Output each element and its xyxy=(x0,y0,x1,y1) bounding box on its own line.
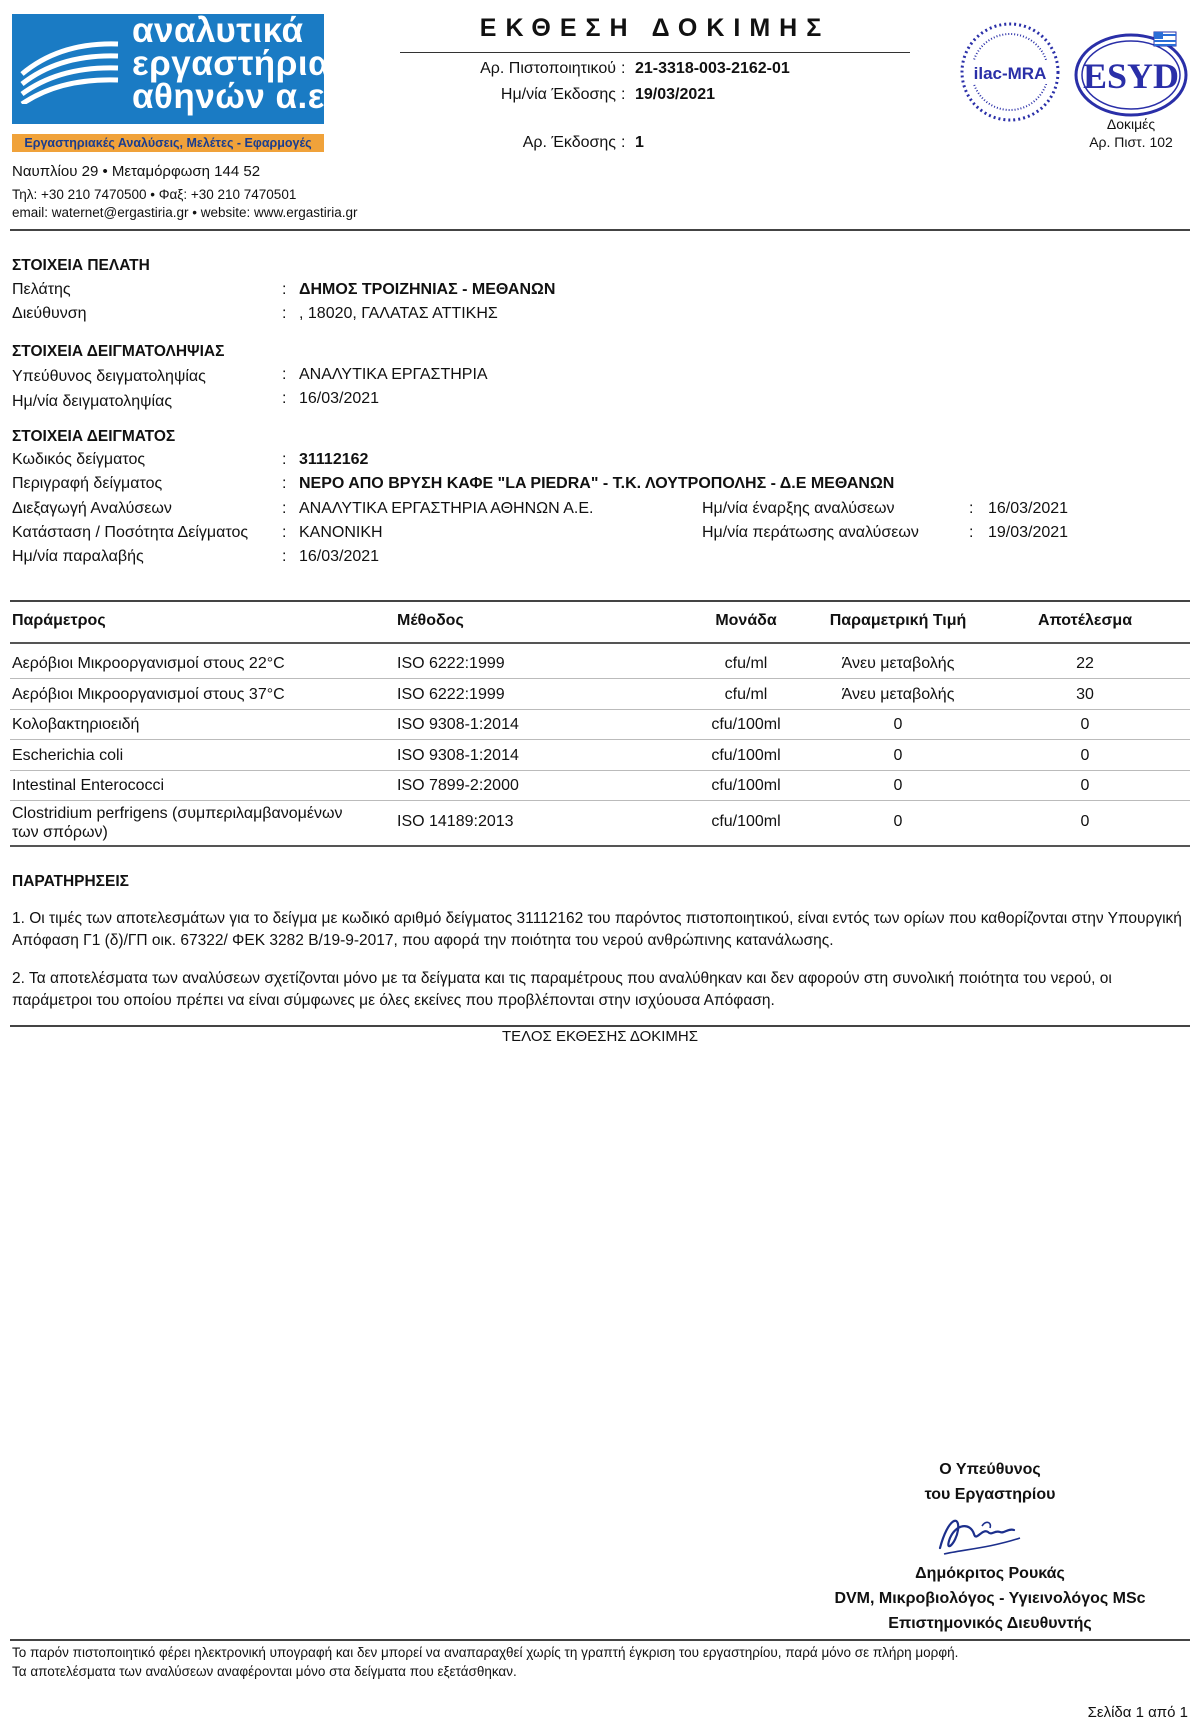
table-row-rule xyxy=(10,739,1190,740)
logo-line-2: εργαστήρια xyxy=(132,44,331,83)
table-cell-limit: Άνευ μεταβολής xyxy=(841,655,955,672)
signatory-title: DVM, Μικροβιολόγος - Υγιεινολόγος MSc xyxy=(834,1590,1146,1607)
report-title: ΕΚΘΕΣΗ ΔΟΚΙΜΗΣ xyxy=(479,14,831,42)
footer-rule xyxy=(10,1639,1190,1641)
sampling-heading: ΣΤΟΙΧΕΙΑ ΔΕΙΓΜΑΤΟΛΗΨΙΑΣ xyxy=(12,343,225,360)
sample-received-colon: : xyxy=(282,548,287,565)
remark-2: 2. Τα αποτελέσματα των αναλύσεων σχετίζονται μόνο με τα δείγματα και τις παραμέτρους που αναλύθηκαν και δεν αφορούν στη συνολική ποιότητα του νερού, οι παράμετροι του οποίου πρέπει να είναι σύμφωνες με όλες εκείνες που προβλέπονται στην ισχύουσα Απόφαση. xyxy=(12,970,1112,1009)
end-of-report: ΤΕΛΟΣ ΕΚΘΕΣΗΣ ΔΟΚΙΜΗΣ xyxy=(501,1028,699,1045)
sample-received-value: 16/03/2021 xyxy=(299,548,380,565)
sample-received-label: Ημ/νία παραλαβής xyxy=(12,548,144,565)
sample-start-value: 16/03/2021 xyxy=(988,500,1069,517)
table-cell-parameter: Intestinal Enterococci xyxy=(12,777,165,794)
sample-heading: ΣΤΟΙΧΕΙΑ ΔΕΙΓΜΑΤΟΣ xyxy=(12,428,176,445)
table-cell-unit: cfu/100ml xyxy=(711,777,781,794)
table-cell-parameter: Αερόβιοι Μικροοργανισμοί στους 37°C xyxy=(12,686,285,703)
cert-label: Αρ. Πιστοποιητικού xyxy=(480,60,616,77)
table-row-rule xyxy=(10,678,1190,679)
table-cell-method: ISO 9308-1:2014 xyxy=(397,716,519,733)
table-cell-method: ISO 7899-2:2000 xyxy=(397,777,519,794)
sampling-date-label: Ημ/νία δειγματοληψίας xyxy=(12,393,173,410)
waves-icon xyxy=(20,34,120,104)
sample-end-value: 19/03/2021 xyxy=(988,524,1069,541)
remark-1: 1. Οι τιμές των αποτελεσμάτων για το δείγμα με κωδικό αριθμό δείγματος 31112162 του παρόντος πιστοποιητικού, είναι εντός των ορίων που καθορίζονται στην Υπουργική Απόφαση Γ1 (δ)/ΓΠ οικ. 67322/ ΦΕΚ 3282 Β/19-9-2017, που αφορά την ποιότητα του νερού ανθρώπινης κατανάλωσης. xyxy=(12,910,1182,949)
sample-state-colon: : xyxy=(282,524,287,541)
signature-line-1: Ο Υπεύθυνος xyxy=(939,1461,1041,1478)
lab-address: Ναυπλίου 29 • Μεταμόρφωση 144 52 xyxy=(12,163,261,180)
table-cell-result: 0 xyxy=(1080,777,1090,794)
sampling-responsible-value: ΑΝΑΛΥΤΙΚΑ ΕΡΓΑΣΤΗΡΙΑ xyxy=(299,366,488,383)
table-cell-method: ISO 14189:2013 xyxy=(397,813,514,830)
column-header-method: Μέθοδος xyxy=(397,612,464,629)
sampling-responsible-label: Υπεύθυνος δειγματοληψίας xyxy=(12,368,206,385)
issue-date-colon: : xyxy=(621,86,626,103)
cert-colon: : xyxy=(621,60,626,77)
table-cell-limit: Άνευ μεταβολής xyxy=(841,686,955,703)
table-cell-method: ISO 6222:1999 xyxy=(397,655,505,672)
lab-web: email: waternet@ergastiria.gr • website: www.ergastiria.gr xyxy=(12,205,358,220)
remarks-heading: ΠΑΡΑΤΗΡΗΣΕΙΣ xyxy=(12,873,129,890)
issue-date-label: Ημ/νία Έκδοσης xyxy=(500,86,616,103)
table-cell-unit: cfu/100ml xyxy=(711,813,781,830)
table-cell-result: 30 xyxy=(1076,686,1094,703)
signature-line-2: του Εργαστηρίου xyxy=(924,1486,1056,1503)
sample-end-colon: : xyxy=(969,524,974,541)
table-cell-unit: cfu/ml xyxy=(724,655,768,672)
sample-conduct-label: Διεξαγωγή Αναλύσεων xyxy=(12,500,172,517)
remarks-rule xyxy=(10,1025,1190,1027)
client-name-colon: : xyxy=(282,281,287,298)
table-cell-parameter-line-1: Clostridium perfrigens (συμπεριλαμβανομένων xyxy=(12,805,343,822)
sample-code-colon: : xyxy=(282,451,287,468)
client-address-label: Διεύθυνση xyxy=(12,305,87,322)
footer-disclaimer-1: Το παρόν πιστοποιητικό φέρει ηλεκτρονική υπογραφή και δεν μπορεί να αναπαραχθεί χωρίς τη γραπτή έγκριση του εργαστηρίου, παρά μόνο σε πλήρη μορφή. xyxy=(12,1645,959,1660)
table-cell-result: 0 xyxy=(1080,813,1090,830)
column-header-unit: Μονάδα xyxy=(715,612,777,629)
table-cell-unit: cfu/100ml xyxy=(711,747,781,764)
accreditation-caption-2: Αρ. Πιστ. 102 xyxy=(1089,134,1173,150)
sample-desc-value: ΝΕΡΟ ΑΠΟ ΒΡΥΣΗ ΚΑΦΕ "LA PIEDRA" - Τ.Κ. ΛΟΥΤΡΟΠΟΛΗΣ - Δ.Ε ΜΕΘΑΝΩΝ xyxy=(299,475,895,492)
logo-wordmark xyxy=(132,11,331,116)
header-divider xyxy=(10,229,1190,231)
ilac-seal-text: ilac-MRA xyxy=(973,64,1047,83)
table-cell-parameter: Κολοβακτηριοειδή xyxy=(12,716,140,733)
table-cell-method: ISO 6222:1999 xyxy=(397,686,505,703)
table-cell-result: 0 xyxy=(1080,716,1090,733)
issue-no-value: 1 xyxy=(635,134,644,151)
table-cell-parameter: Αερόβιοι Μικροοργανισμοί στους 22°C xyxy=(12,655,285,672)
table-cell-parameter-line-2: των σπόρων) xyxy=(12,824,108,841)
esyd-seal-icon xyxy=(1072,30,1190,128)
table-cell-method: ISO 9308-1:2014 xyxy=(397,747,519,764)
logo-tagline: Εργαστηριακές Αναλύσεις, Μελέτες - Εφαρμογές xyxy=(12,134,324,152)
page-number: Σελίδα 1 από 1 xyxy=(1087,1704,1188,1721)
sample-desc-label: Περιγραφή δείγματος xyxy=(12,475,163,492)
table-cell-limit: 0 xyxy=(893,716,903,733)
sampling-date-colon: : xyxy=(282,390,287,407)
column-header-parameter: Παράμετρος xyxy=(12,612,106,629)
table-cell-parameter: Escherichia coli xyxy=(12,747,124,764)
sample-conduct-colon: : xyxy=(282,500,287,517)
signatory-role: Επιστημονικός Διευθυντής xyxy=(888,1615,1092,1632)
logo-line-1: αναλυτικά xyxy=(132,11,304,50)
accreditation-caption-1: Δοκιμές xyxy=(1106,116,1156,132)
sample-start-label: Ημ/νία έναρξης αναλύσεων xyxy=(702,500,895,517)
footer-disclaimer-2: Τα αποτελέσματα των αναλύσεων αναφέρονται μόνο στα δείγματα που εξετάσθηκαν. xyxy=(12,1664,517,1679)
sample-end-label: Ημ/νία περάτωσης αναλύσεων xyxy=(702,524,919,541)
issue-date-value: 19/03/2021 xyxy=(635,86,716,103)
table-cell-unit: cfu/100ml xyxy=(711,716,781,733)
client-address-colon: : xyxy=(282,305,287,322)
handwritten-signature-icon xyxy=(930,1508,1030,1560)
lab-phone: Τηλ: +30 210 7470500 • Φαξ: +30 210 7470501 xyxy=(12,187,297,202)
sample-state-label: Κατάσταση / Ποσότητα Δείγματος xyxy=(12,524,249,541)
table-cell-limit: 0 xyxy=(893,813,903,830)
sample-desc-colon: : xyxy=(282,475,287,492)
client-name-label: Πελάτης xyxy=(12,281,71,298)
sample-start-colon: : xyxy=(969,500,974,517)
sampling-responsible-colon: : xyxy=(282,366,287,383)
table-cell-limit: 0 xyxy=(893,777,903,794)
issue-no-colon: : xyxy=(621,134,626,151)
table-row-rule xyxy=(10,770,1190,771)
table-top-rule xyxy=(10,600,1190,602)
client-address-value: , 18020, ΓΑΛΑΤΑΣ ΑΤΤΙΚΗΣ xyxy=(299,305,498,322)
table-row-rule xyxy=(10,800,1190,801)
client-name-value: ΔΗΜΟΣ ΤΡΟΙΖΗΝΙΑΣ - ΜΕΘΑΝΩΝ xyxy=(299,281,556,298)
accreditation-caption xyxy=(1072,115,1190,151)
sample-conduct-value: ΑΝΑΛΥΤΙΚΑ ΕΡΓΑΣΤΗΡΙΑ ΑΘΗΝΩΝ Α.Ε. xyxy=(299,500,594,517)
issue-no-label: Αρ. Έκδοσης xyxy=(522,134,616,151)
column-header-limit: Παραμετρική Τιμή xyxy=(829,612,967,629)
table-cell-result: 22 xyxy=(1076,655,1094,672)
signatory-name: Δημόκριτος Ρουκάς xyxy=(915,1565,1065,1582)
ilac-mra-seal-icon xyxy=(958,20,1062,124)
table-header-rule xyxy=(10,642,1190,644)
table-cell-result: 0 xyxy=(1080,747,1090,764)
column-header-result: Αποτέλεσμα xyxy=(1037,612,1133,629)
table-cell-limit: 0 xyxy=(893,747,903,764)
sampling-date-value: 16/03/2021 xyxy=(299,390,380,407)
table-bottom-rule xyxy=(10,845,1190,847)
table-cell-parameter xyxy=(12,804,342,842)
sample-code-value: 31112162 xyxy=(299,451,369,468)
sample-code-label: Κωδικός δείγματος xyxy=(12,451,146,468)
client-heading: ΣΤΟΙΧΕΙΑ ΠΕΛΑΤΗ xyxy=(12,257,150,274)
table-row-rule xyxy=(10,709,1190,710)
table-cell-unit: cfu/ml xyxy=(724,686,768,703)
sample-state-value: ΚΑΝΟΝΙΚΗ xyxy=(299,524,383,541)
logo-line-3: αθηνών α.ε xyxy=(132,77,325,116)
cert-value: 21-3318-003-2162-01 xyxy=(635,60,790,77)
title-divider xyxy=(400,52,910,53)
esyd-seal-text: ESYD xyxy=(1082,56,1180,96)
